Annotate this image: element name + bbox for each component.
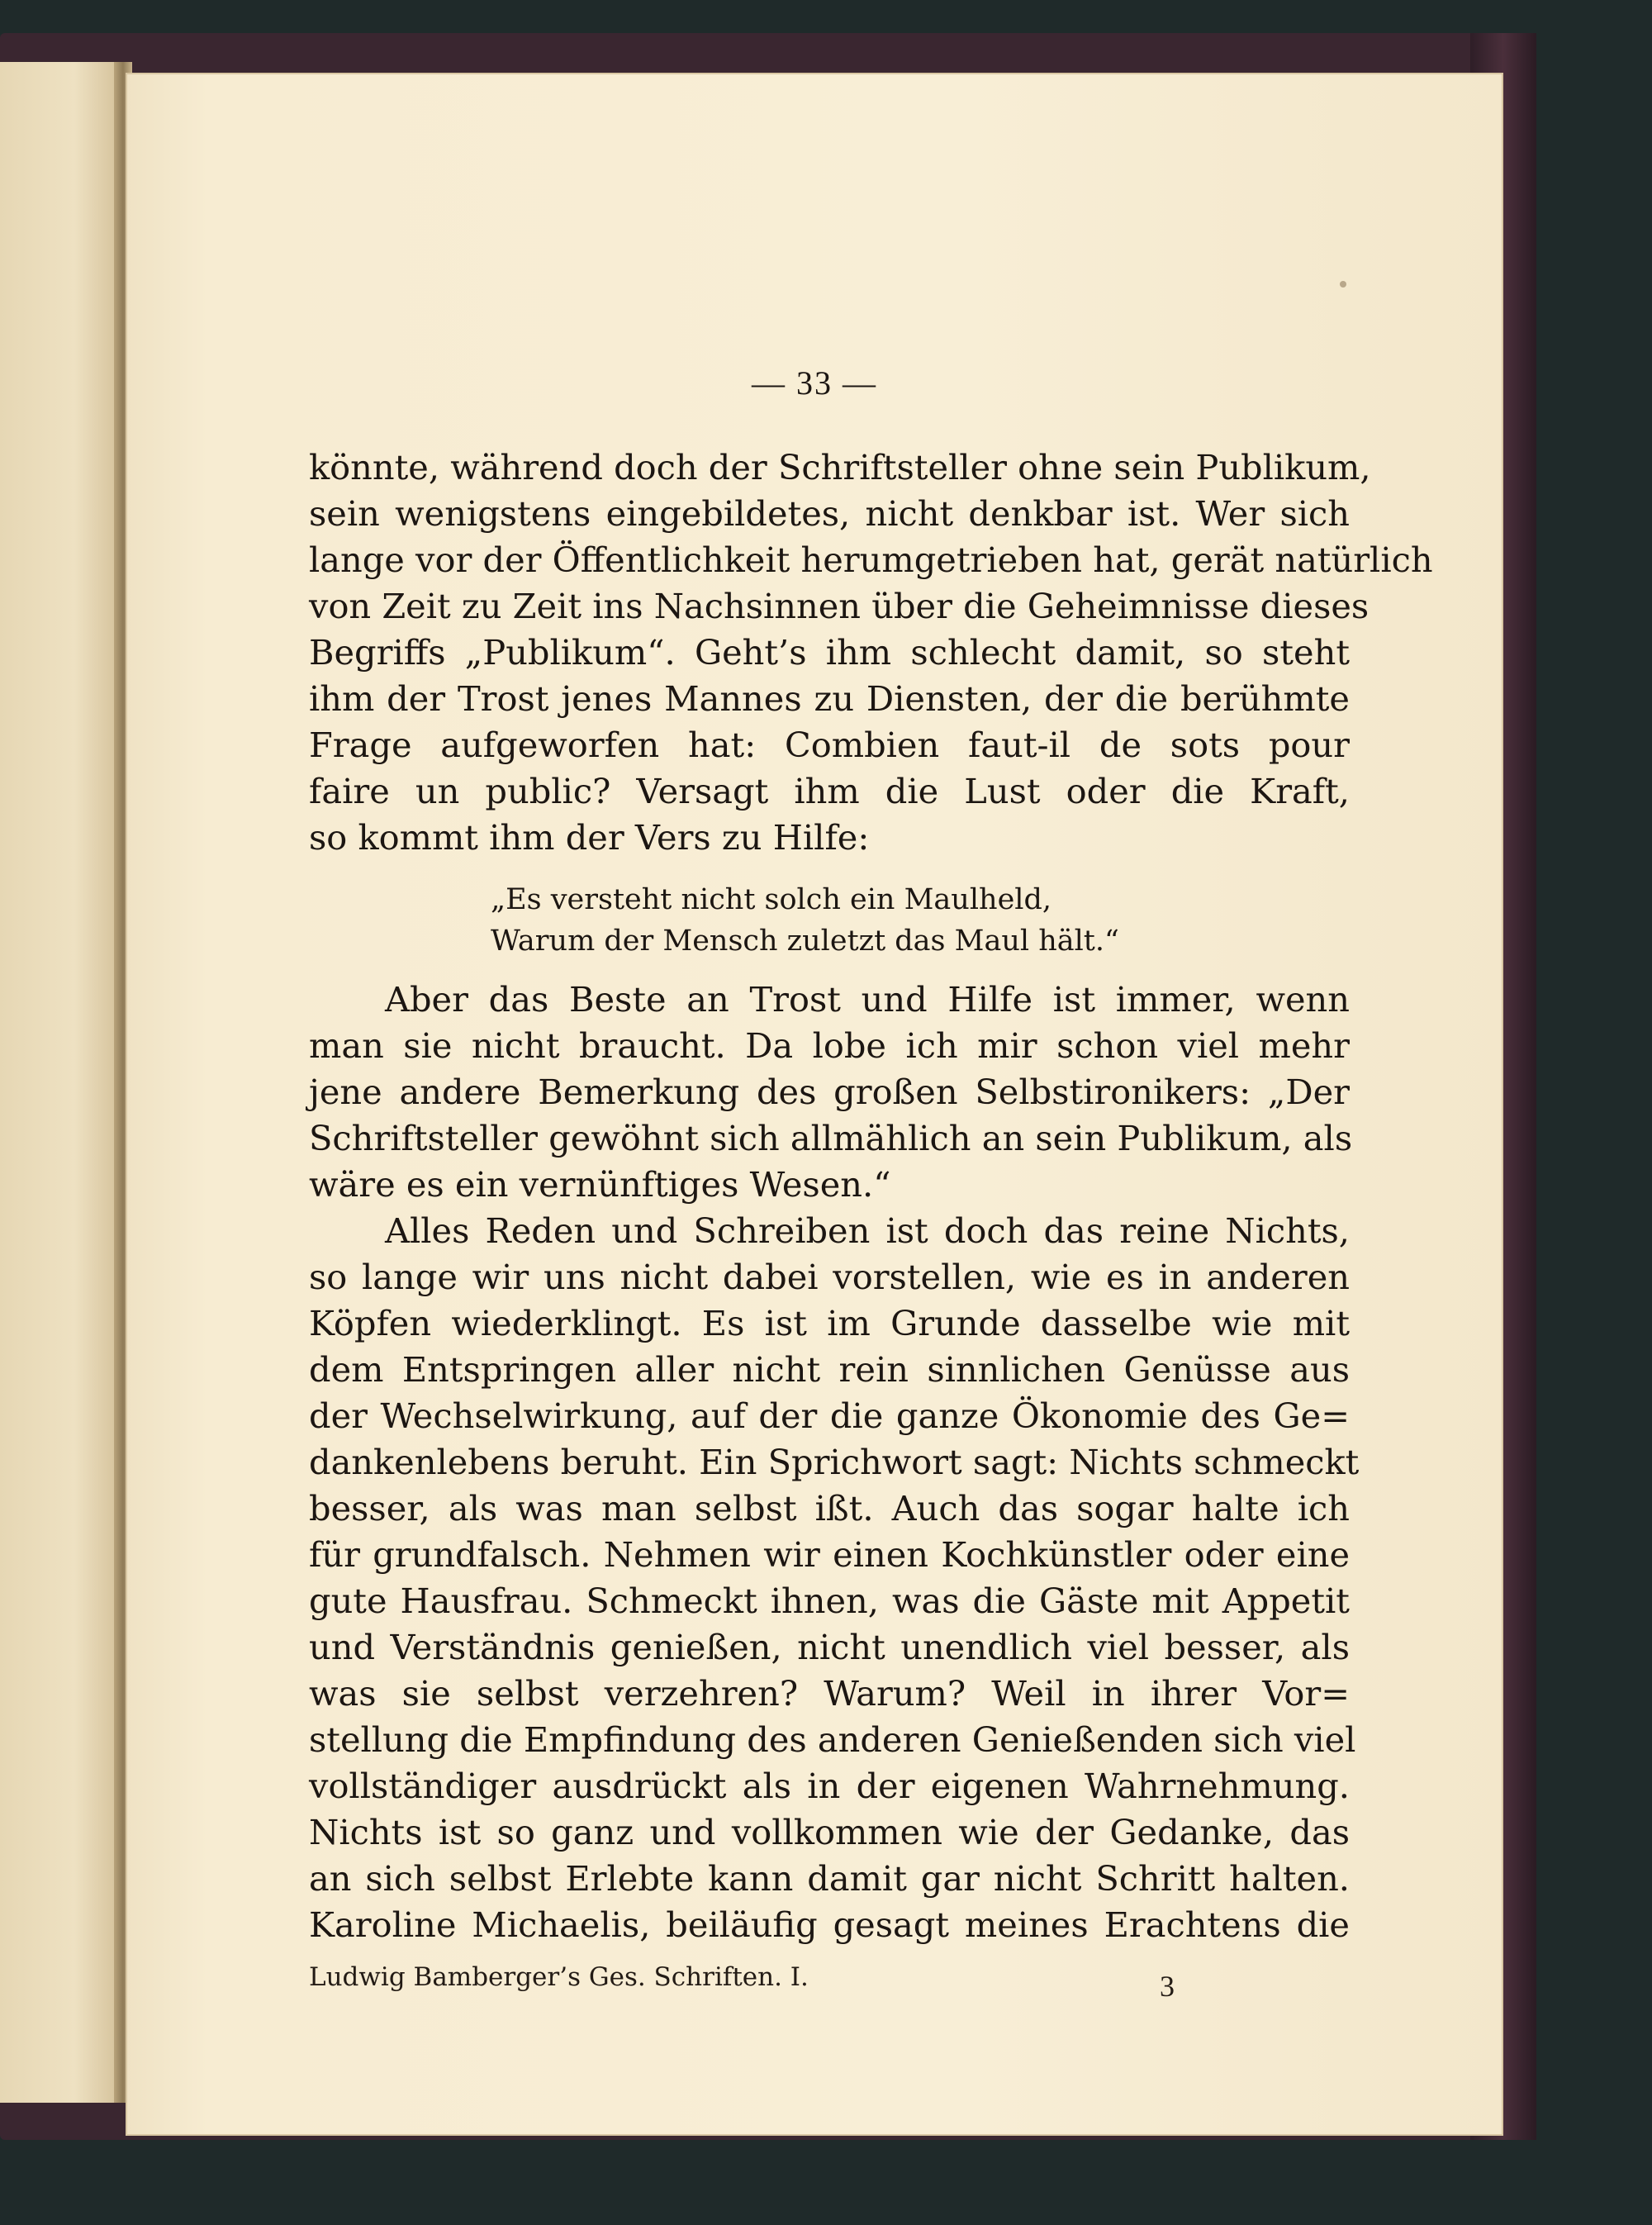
text-line: und Verständnis genießen, nicht unendlich viel besser, als [309, 1627, 1350, 1667]
verse-quote [309, 879, 1350, 962]
text-line: Schriftsteller gewöhnt sich allmählich an sein Publikum, als [309, 1118, 1353, 1158]
previous-page-edge [0, 62, 124, 2103]
text-line: stellung die Empfindung des anderen Genießenden sich viel [309, 1719, 1356, 1760]
text-line: Köpfen wiederklingt. Es ist im Grunde dasselbe wie mit [309, 1303, 1350, 1343]
paragraph-3 [309, 1208, 1360, 1948]
text-line: ihm der Trost jenes Mannes zu Diensten, der die berühmte [309, 678, 1350, 719]
paragraph-1 [309, 445, 1433, 861]
quote-line: Warum der Mensch zuletzt das Maul hält.“ [491, 925, 1119, 958]
quote-line: „Es versteht nicht solch ein Maulheld, [491, 883, 1052, 916]
body-text [309, 445, 1433, 1948]
text-line: faire un public? Versagt ihm die Lust oder die Kraft, [309, 771, 1350, 811]
text-line: so lange wir uns nicht dabei vorstellen, wie es in anderen [309, 1257, 1350, 1297]
text-line: für grundfalsch. Nehmen wir einen Kochkünstler oder eine [309, 1534, 1350, 1575]
footer-sheet-number: 3 [1160, 1970, 1175, 2003]
text-line: was sie selbst verzehren? Warum? Weil in ihrer Vor= [309, 1673, 1350, 1714]
text-line: dem Entspringen aller nicht rein sinnlichen Genüsse aus [309, 1349, 1350, 1390]
text-line: man sie nicht braucht. Da lobe ich mir schon viel mehr [309, 1025, 1350, 1066]
text-line: Nichts ist so ganz und vollkommen wie der Gedanke, das [309, 1812, 1350, 1852]
text-line: wäre es ein vernünftiges Wesen.“ [309, 1164, 891, 1205]
text-line: der Wechselwirkung, auf der die ganze Ökonomie des Ge= [309, 1395, 1350, 1436]
text-line: dankenlebens beruht. Ein Sprichwort sagt: Nichts schmeckt [309, 1442, 1360, 1482]
text-line: besser, als was man selbst ißt. Auch das sogar halte ich [309, 1488, 1350, 1528]
text-line: an sich selbst Erlebte kann damit gar nicht Schritt halten. [309, 1858, 1350, 1899]
text-line: Aber das Beste an Trost und Hilfe ist immer, wenn [385, 979, 1350, 1020]
paragraph-2 [309, 977, 1353, 1208]
footer-signature: Ludwig Bamberger’s Ges. Schriften. I. [309, 1962, 809, 1992]
paper-speck [1340, 281, 1346, 288]
text-line: sein wenigstens eingebildetes, nicht denkbar ist. Wer sich [309, 493, 1350, 534]
text-line: Frage aufgeworfen hat: Combien faut-il de sots pour [309, 725, 1350, 765]
page-number-header: — 33 — [752, 364, 877, 402]
text-line: Begriffs „Publikum“. Geht’s ihm schlecht damit, so steht [309, 632, 1350, 673]
text-line: vollständiger ausdrückt als in der eigenen Wahrnehmung. [309, 1766, 1350, 1806]
text-line: Karoline Michaelis, beiläufig gesagt meines Erachtens die [309, 1904, 1350, 1945]
text-line: von Zeit zu Zeit ins Nachsinnen über die Geheimnisse dieses [309, 586, 1370, 626]
book-page [126, 73, 1503, 2136]
text-line: so kommt ihm der Vers zu Hilfe: [309, 817, 870, 858]
text-line: Alles Reden und Schreiben ist doch das reine Nichts, [385, 1210, 1350, 1251]
text-line: jene andere Bemerkung des großen Selbstironikers: „Der [309, 1072, 1350, 1112]
text-line: könnte, während doch der Schriftsteller ohne sein Publikum, [309, 447, 1371, 487]
text-line: lange vor der Öffentlichkeit herumgetrieben hat, gerät natürlich [309, 540, 1433, 580]
text-line: gute Hausfrau. Schmeckt ihnen, was die Gäste mit Appetit [309, 1581, 1350, 1621]
